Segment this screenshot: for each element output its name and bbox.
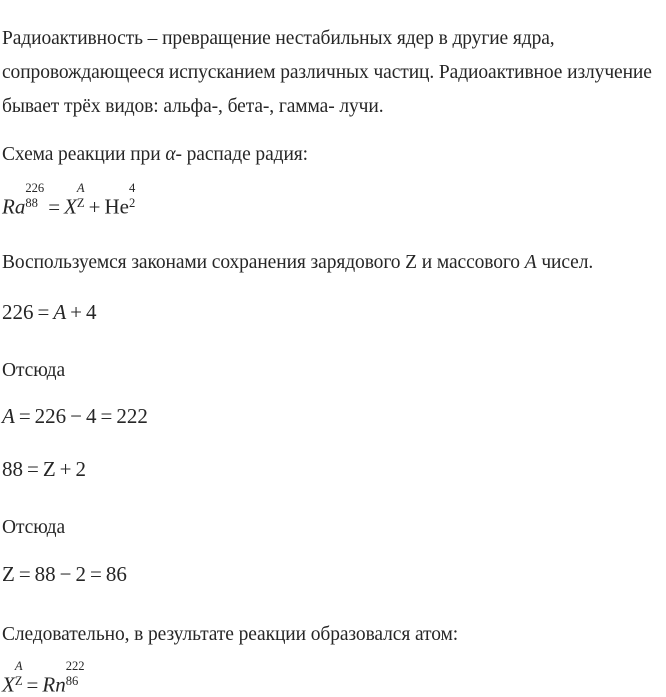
hence-label-2: Отсюда xyxy=(2,516,66,538)
unknown-element-symbol: X xyxy=(64,194,77,219)
equation-charge-balance xyxy=(2,459,86,480)
unknown-final-scripts xyxy=(14,658,23,694)
laws-text-part3: чисел. xyxy=(536,251,594,273)
reaction-scheme-line xyxy=(2,138,308,172)
result-line: Следовательно, в результате реакции образовался атом: xyxy=(2,623,459,645)
equals-sign: = xyxy=(37,300,50,324)
charge-balance-variable: Z xyxy=(42,457,56,481)
helium-scripts xyxy=(128,180,136,216)
equation-mass-solution xyxy=(2,406,148,427)
equals-sign: = xyxy=(48,194,61,219)
nuclide-unknown-final xyxy=(2,658,23,697)
mass-balance-rhs: 4 xyxy=(86,300,97,324)
conservation-laws-line xyxy=(2,246,593,280)
radon-mass-number: 222 xyxy=(65,658,85,673)
scheme-text-before: Схема реакции при xyxy=(2,143,166,165)
radon-element-symbol: Rn xyxy=(42,672,66,697)
scheme-text-after: - распаде радия: xyxy=(175,143,308,165)
equals-sign-2: = xyxy=(90,562,102,586)
plus-sign: + xyxy=(59,457,72,481)
nuclide-radium xyxy=(2,180,45,219)
mass-number-symbol: A xyxy=(524,251,537,273)
nuclide-radon xyxy=(42,658,85,697)
equation-final xyxy=(2,658,85,697)
charge-balance-lhs: 88 xyxy=(2,457,23,481)
radium-mass-number: 226 xyxy=(25,180,45,195)
radium-scripts xyxy=(25,180,45,216)
minus-sign: − xyxy=(59,562,72,586)
unknown-final-mass-number: A xyxy=(14,658,23,673)
intro-paragraph: Радиоактивность – превращение нестабильных ядер в другие ядра, сопровождающееся испусканием различных частиц. Радиоактивное излучение бывает трёх видов: альфа-, бета-, гамма- лучи. xyxy=(2,27,652,117)
unknown-scripts xyxy=(76,180,85,216)
equation-mass-balance xyxy=(2,302,97,323)
radon-atomic-number: 86 xyxy=(65,674,79,689)
mass-balance-variable: A xyxy=(53,300,67,324)
unknown-mass-number: A xyxy=(76,180,85,195)
equation-main xyxy=(2,180,136,219)
charge-solution-term1: 88 xyxy=(34,562,56,586)
minus-sign: − xyxy=(70,404,83,428)
equals-sign: = xyxy=(27,457,39,481)
unknown-atomic-number: Z xyxy=(76,196,85,211)
laws-text-part2: и массового xyxy=(416,251,525,273)
helium-mass-number: 4 xyxy=(128,180,136,195)
unknown-final-atomic-number: Z xyxy=(14,674,23,689)
equals-sign-1: = xyxy=(18,562,31,586)
mass-solution-term2: 4 xyxy=(86,404,97,428)
charge-balance-rhs: 2 xyxy=(75,457,87,481)
charge-number-symbol: Z xyxy=(405,251,417,273)
charge-solution-variable: Z xyxy=(2,562,15,586)
hence-label-1: Отсюда xyxy=(2,359,66,381)
laws-text-part1: Воспользуемся законами сохранения зарядового xyxy=(2,251,406,273)
radium-atomic-number: 88 xyxy=(25,196,38,211)
charge-solution-result: 86 xyxy=(105,562,127,586)
equals-sign: = xyxy=(26,672,39,697)
helium-element-symbol: He xyxy=(104,194,129,219)
plus-sign: + xyxy=(88,194,101,219)
mass-solution-result: 222 xyxy=(116,404,148,428)
plus-sign: + xyxy=(70,300,83,324)
mass-balance-lhs: 226 xyxy=(2,300,34,324)
mass-solution-term1: 226 xyxy=(34,404,67,428)
unknown-final-element-symbol: X xyxy=(2,672,15,697)
radon-scripts xyxy=(65,658,85,694)
mass-solution-variable: A xyxy=(2,404,15,428)
equals-sign-2: = xyxy=(100,404,113,428)
radium-element-symbol: Ra xyxy=(2,194,26,219)
nuclide-helium xyxy=(104,180,136,219)
equation-charge-solution xyxy=(2,564,127,585)
nuclide-unknown xyxy=(64,180,85,219)
alpha-symbol: α xyxy=(165,143,176,165)
charge-solution-term2: 2 xyxy=(75,562,87,586)
helium-atomic-number: 2 xyxy=(128,196,136,211)
equals-sign-1: = xyxy=(18,404,31,428)
